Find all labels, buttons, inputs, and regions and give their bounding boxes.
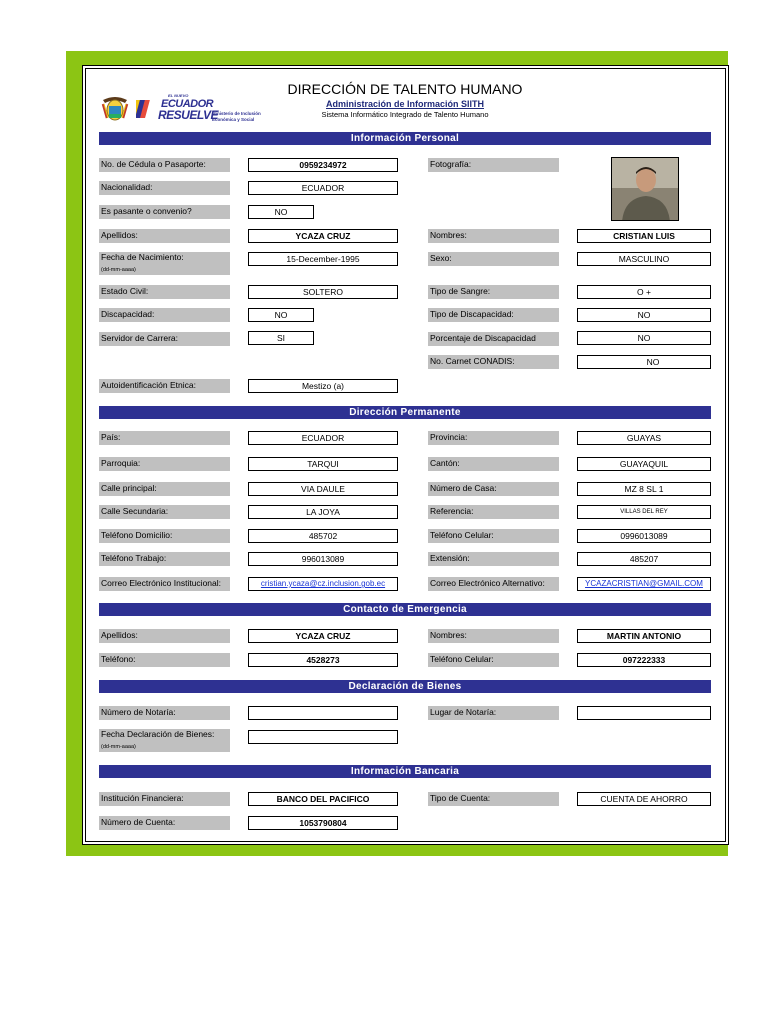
pais-field[interactable]: ECUADOR [248, 431, 398, 445]
numero-casa-field[interactable]: MZ 8 SL 1 [577, 482, 711, 496]
nacionalidad-label: Nacionalidad: [99, 181, 230, 195]
parroquia-label: Parroquia: [99, 457, 230, 471]
porcentaje-discapacidad-field[interactable]: NO [577, 331, 711, 345]
tipo-discapacidad-label: Tipo de Discapacidad: [428, 308, 559, 322]
emergencia-telefono-field[interactable]: 4528273 [248, 653, 398, 667]
ministry-name: Ministerio de Inclusión Económica y Social [212, 111, 261, 122]
apellidos-label: Apellidos: [99, 229, 230, 243]
numero-casa-label: Número de Casa: [428, 482, 559, 496]
correo-alternativo-label: Correo Electrónico Alternativo: [428, 577, 559, 591]
logo-text-resuelve: RESUELVE [158, 108, 219, 122]
nombres-field[interactable]: CRISTIAN LUIS [577, 229, 711, 243]
nacimiento-label-text: Fecha de Nacimiento: [101, 252, 184, 262]
estado-civil-label: Estado Civil: [99, 285, 230, 299]
carnet-conadis-label: No. Carnet CONADIS: [428, 355, 559, 369]
cedula-field[interactable]: 0959234972 [248, 158, 398, 172]
telefono-domicilio-label: Teléfono Domicilio: [99, 529, 230, 543]
calle-principal-label: Calle principal: [99, 482, 230, 496]
pasante-field[interactable]: NO [248, 205, 314, 219]
calle-secundaria-field[interactable]: LA JOYA [248, 505, 398, 519]
nombres-label: Nombres: [428, 229, 559, 243]
servidor-carrera-field[interactable]: SI [248, 331, 314, 345]
apellidos-field[interactable]: YCAZA CRUZ [248, 229, 398, 243]
cedula-label: No. de Cédula o Pasaporte: [99, 158, 230, 172]
servidor-carrera-label: Servidor de Carrera: [99, 332, 230, 346]
telefono-domicilio-field[interactable]: 485702 [248, 529, 398, 543]
coat-of-arms-logo [100, 94, 130, 124]
etnica-label: Autoidentificación Etnica: [99, 379, 230, 393]
foto-label: Fotografía: [428, 158, 559, 172]
parroquia-field[interactable]: TARQUI [248, 457, 398, 471]
pasante-label: Es pasante o convenio? [99, 205, 230, 219]
numero-notaria-field[interactable] [248, 706, 398, 720]
emergencia-celular-label: Teléfono Celular: [428, 653, 559, 667]
porcentaje-discapacidad-label: Porcentaje de Discapacidad [428, 332, 559, 346]
emergencia-apellidos-field[interactable]: YCAZA CRUZ [248, 629, 398, 643]
section-informacion-personal: Información Personal [99, 132, 711, 145]
fecha-declaracion-label [99, 729, 230, 752]
emergencia-apellidos-label: Apellidos: [99, 629, 230, 643]
nacimiento-label [99, 252, 230, 275]
section-informacion-bancaria: Información Bancaria [99, 765, 711, 778]
telefono-celular-field[interactable]: 0996013089 [577, 529, 711, 543]
emergencia-telefono-label: Teléfono: [99, 653, 230, 667]
referencia-label: Referencia: [428, 505, 559, 519]
section-declaracion-bienes: Declaración de Bienes [99, 680, 711, 693]
fecha-declaracion-format: (dd-mm-aaaa) [101, 744, 136, 750]
telefono-trabajo-label: Teléfono Trabajo: [99, 552, 230, 566]
tipo-sangre-field[interactable]: O + [577, 285, 711, 299]
telefono-trabajo-field[interactable]: 996013089 [248, 552, 398, 566]
emergencia-celular-field[interactable]: 097222333 [577, 653, 711, 667]
profile-photo [611, 157, 679, 221]
institucion-financiera-field[interactable]: BANCO DEL PACIFICO [248, 792, 398, 806]
logo-text-ecuador: ECUADOR [161, 98, 214, 110]
carnet-conadis-field[interactable]: NO [577, 355, 711, 369]
extension-label: Extensión: [428, 552, 559, 566]
emergencia-nombres-label: Nombres: [428, 629, 559, 643]
tipo-discapacidad-field[interactable]: NO [577, 308, 711, 322]
sexo-field[interactable]: MASCULINO [577, 252, 711, 266]
section-direccion-permanente: Dirección Permanente [99, 406, 711, 419]
correo-alternativo-field[interactable]: YCAZACRISTIAN@GMAIL.COM [577, 577, 711, 591]
lugar-notaria-field[interactable] [577, 706, 711, 720]
extension-field[interactable]: 485207 [577, 552, 711, 566]
page-subtitle: Administración de Información SIITH [325, 99, 485, 109]
pais-label: País: [99, 431, 230, 445]
correo-institucional-field[interactable]: cristian.ycaza@cz.inclusion.gob.ec [248, 577, 398, 591]
canton-label: Cantón: [428, 457, 559, 471]
numero-cuenta-label: Número de Cuenta: [99, 816, 230, 830]
calle-secundaria-label: Calle Secundaria: [99, 505, 230, 519]
tipo-sangre-label: Tipo de Sangre: [428, 285, 559, 299]
section-contacto-emergencia: Contacto de Emergencia [99, 603, 711, 616]
discapacidad-field[interactable]: NO [248, 308, 314, 322]
canton-field[interactable]: GUAYAQUIL [577, 457, 711, 471]
numero-notaria-label: Número de Notaría: [99, 706, 230, 720]
nacimiento-field[interactable]: 15-December-1995 [248, 252, 398, 266]
estado-civil-field[interactable]: SOLTERO [248, 285, 398, 299]
calle-principal-field[interactable]: VIA DAULE [248, 482, 398, 496]
tipo-cuenta-field[interactable]: CUENTA DE AHORRO [577, 792, 711, 806]
etnica-field[interactable]: Mestizo (a) [248, 379, 398, 393]
nacionalidad-field[interactable]: ECUADOR [248, 181, 398, 195]
system-name: Sistema Informático Integrado de Talento Humano [321, 110, 489, 119]
sexo-label: Sexo: [428, 252, 559, 266]
numero-cuenta-field[interactable]: 1053790804 [248, 816, 398, 830]
correo-institucional-label: Correo Electrónico Institucional: [99, 577, 230, 591]
provincia-label: Provincia: [428, 431, 559, 445]
logo-tagline: EL NUEVO [168, 93, 189, 98]
institucion-financiera-label: Institución Financiera: [99, 792, 230, 806]
emergencia-nombres-field[interactable]: MARTIN ANTONIO [577, 629, 711, 643]
lugar-notaria-label: Lugar de Notaría: [428, 706, 559, 720]
discapacidad-label: Discapacidad: [99, 308, 230, 322]
page-title: DIRECCIÓN DE TALENTO HUMANO [287, 81, 523, 97]
referencia-field[interactable]: VILLAS DEL REY [577, 505, 711, 519]
nacimiento-format: (dd-mm-aaaa) [101, 267, 136, 273]
provincia-field[interactable]: GUAYAS [577, 431, 711, 445]
telefono-celular-label: Teléfono Celular: [428, 529, 559, 543]
fecha-declaracion-label-text: Fecha Declaración de Bienes: [101, 729, 215, 739]
tipo-cuenta-label: Tipo de Cuenta: [428, 792, 559, 806]
fecha-declaracion-field[interactable] [248, 730, 398, 744]
